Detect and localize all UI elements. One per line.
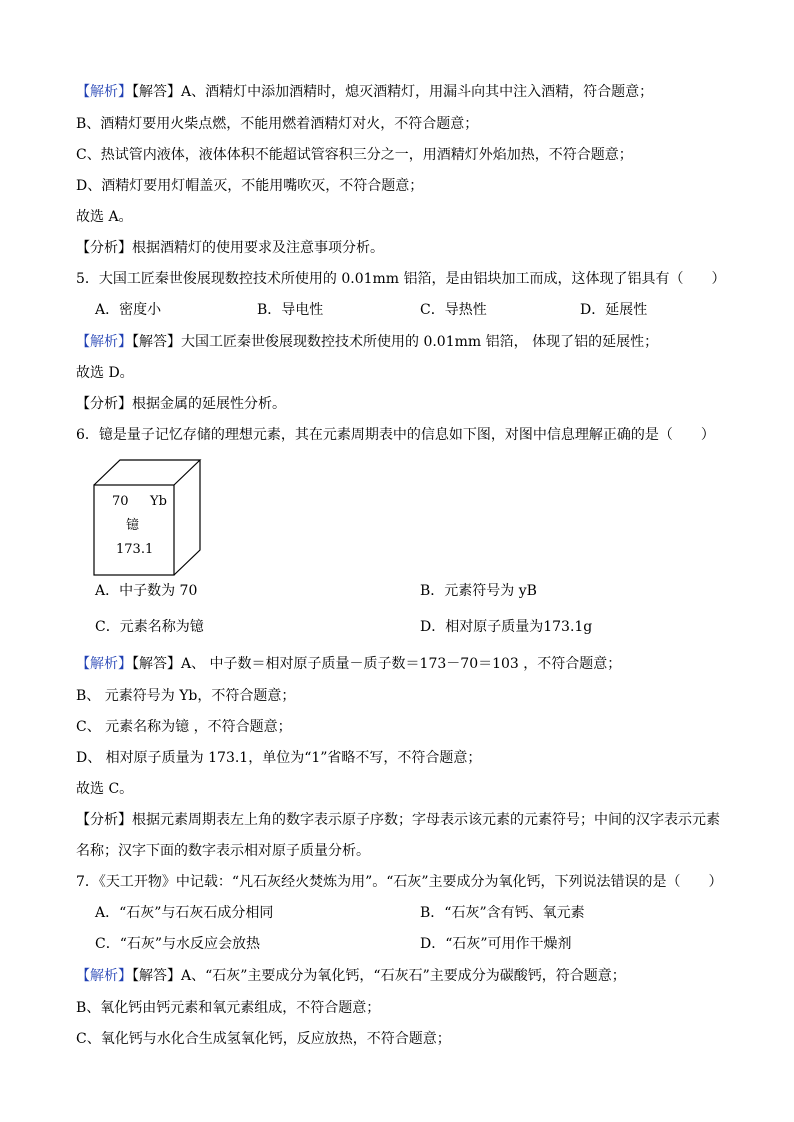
- atomic-number: 70: [112, 494, 129, 509]
- q4-solution-a: [76, 82, 653, 102]
- q6-answer-b: B、 元素符号为 Yb，不符合题意；: [76, 688, 296, 704]
- element-cell-figure: [92, 458, 202, 578]
- q5-option-d: D．延展性: [580, 302, 648, 318]
- q7-answer-b: B、氧化钙由钙元素和氧元素组成，不符合题意；: [76, 1000, 381, 1016]
- q4-choice: 故选 A。: [76, 209, 133, 225]
- q5-choice: 故选 D。: [76, 365, 134, 381]
- q4-analysis: [76, 238, 384, 258]
- q5-answer-text: 大国工匠秦世俊展现数控技术所使用的 0.01mm 铝箔， 体现了铝的延展性；: [181, 334, 659, 350]
- jiexi-tag: 【解析】: [76, 84, 132, 100]
- q6-analysis: [76, 810, 720, 830]
- q7-answer-a-text: A、“石灰”主要成分为氧化钙，“石灰石”主要成分为碳酸钙，符合题意；: [181, 968, 626, 984]
- q5-solution: [76, 332, 658, 352]
- q4-answer-b: B、酒精灯要用火柴点燃，不能用燃着酒精灯对火，不符合题意；: [76, 116, 479, 132]
- q4-answer-a-text: A、酒精灯中添加酒精时，熄灭酒精灯，用漏斗向其中注入酒精，符合题意；: [181, 84, 654, 100]
- q6-option-d: D．相对原子质量为173.1g: [420, 619, 593, 635]
- q5-stem: 5．大国工匠秦世俊展现数控技术所使用的 0.01mm 铝箔，是由铝块加工而成，这体现了铝具有（ ）: [76, 271, 726, 287]
- jiexi-tag: 【解析】: [76, 656, 132, 672]
- q6-option-a: A．中子数为 70: [95, 583, 198, 599]
- q7-option-d: D．“石灰”可用作干燥剂: [420, 936, 572, 952]
- q6-answer-a-text: A、 中子数＝相对原子质量－质子数＝173－70＝103 ，不符合题意；: [181, 656, 622, 672]
- q7-stem: 7．《天工开物》中记载：“凡石灰经火焚炼为用”。“石灰”主要成分为氧化钙，下列说法错误的是（ ）: [76, 874, 723, 890]
- q4-answer-d: D、酒精灯要用灯帽盖灭，不能用嘴吹灭，不符合题意；: [76, 178, 424, 194]
- jiexi-tag: 【解析】: [76, 334, 132, 350]
- element-cube-drawing: [92, 458, 202, 578]
- q7-option-b: B．“石灰”含有钙、氧元素: [420, 905, 585, 921]
- q6-answer-c: C、 元素名称为镱 ，不符合题意；: [76, 719, 292, 735]
- element-symbol: Yb: [150, 494, 167, 509]
- jieda-tag: 【解答】: [132, 84, 181, 100]
- q4-analysis-text: 根据酒精灯的使用要求及注意事项分析。: [132, 240, 384, 256]
- q7-answer-c: C、氧化钙与水化合生成氢氧化钙，反应放热，不符合题意；: [76, 1031, 451, 1047]
- q7-solution-a: [76, 966, 626, 986]
- q6-analysis-text-1: 根据元素周期表左上角的数字表示原子序数；字母表示该元素的元素符号；中间的汉字表示元素: [132, 812, 720, 828]
- q6-answer-d: D、 相对原子质量为 173.1，单位为“1”省略不写，不符合题意；: [76, 750, 482, 766]
- q6-stem: 6．镱是量子记忆存储的理想元素，其在元素周期表中的信息如下图，对图中信息理解正确的是（ ）: [76, 427, 715, 443]
- jieda-tag: 【解答】: [132, 968, 181, 984]
- jieda-tag: 【解答】: [132, 334, 181, 350]
- q6-option-b: B．元素符号为 yB: [420, 583, 537, 599]
- q5-analysis: [76, 394, 286, 414]
- q7-option-c: C．“石灰”与水反应会放热: [95, 936, 261, 952]
- fenxi-tag: 【分析】: [76, 396, 132, 412]
- q5-option-b: B．导电性: [257, 302, 324, 318]
- q6-option-c: C．元素名称为镱: [95, 619, 204, 635]
- element-name: 镱: [126, 518, 140, 533]
- jiexi-tag: 【解析】: [76, 968, 132, 984]
- q4-answer-c: C、热试管内液体，液体体积不能超试管容积三分之一，用酒精灯外焰加热，不符合题意；: [76, 147, 633, 163]
- jieda-tag: 【解答】: [132, 656, 181, 672]
- q5-option-c: C．导热性: [420, 302, 487, 318]
- q5-option-a: A．密度小: [95, 302, 162, 318]
- fenxi-tag: 【分析】: [76, 812, 132, 828]
- q7-option-a: A．“石灰”与石灰石成分相同: [95, 905, 274, 921]
- q6-choice: 故选 C。: [76, 781, 134, 797]
- fenxi-tag: 【分析】: [76, 240, 132, 256]
- q6-analysis-cont: 名称；汉字下面的数字表示相对原子质量分析。: [76, 843, 370, 859]
- atomic-mass: 173.1: [116, 542, 154, 557]
- q5-analysis-text: 根据金属的延展性分析。: [132, 396, 286, 412]
- q6-solution-a: [76, 654, 621, 674]
